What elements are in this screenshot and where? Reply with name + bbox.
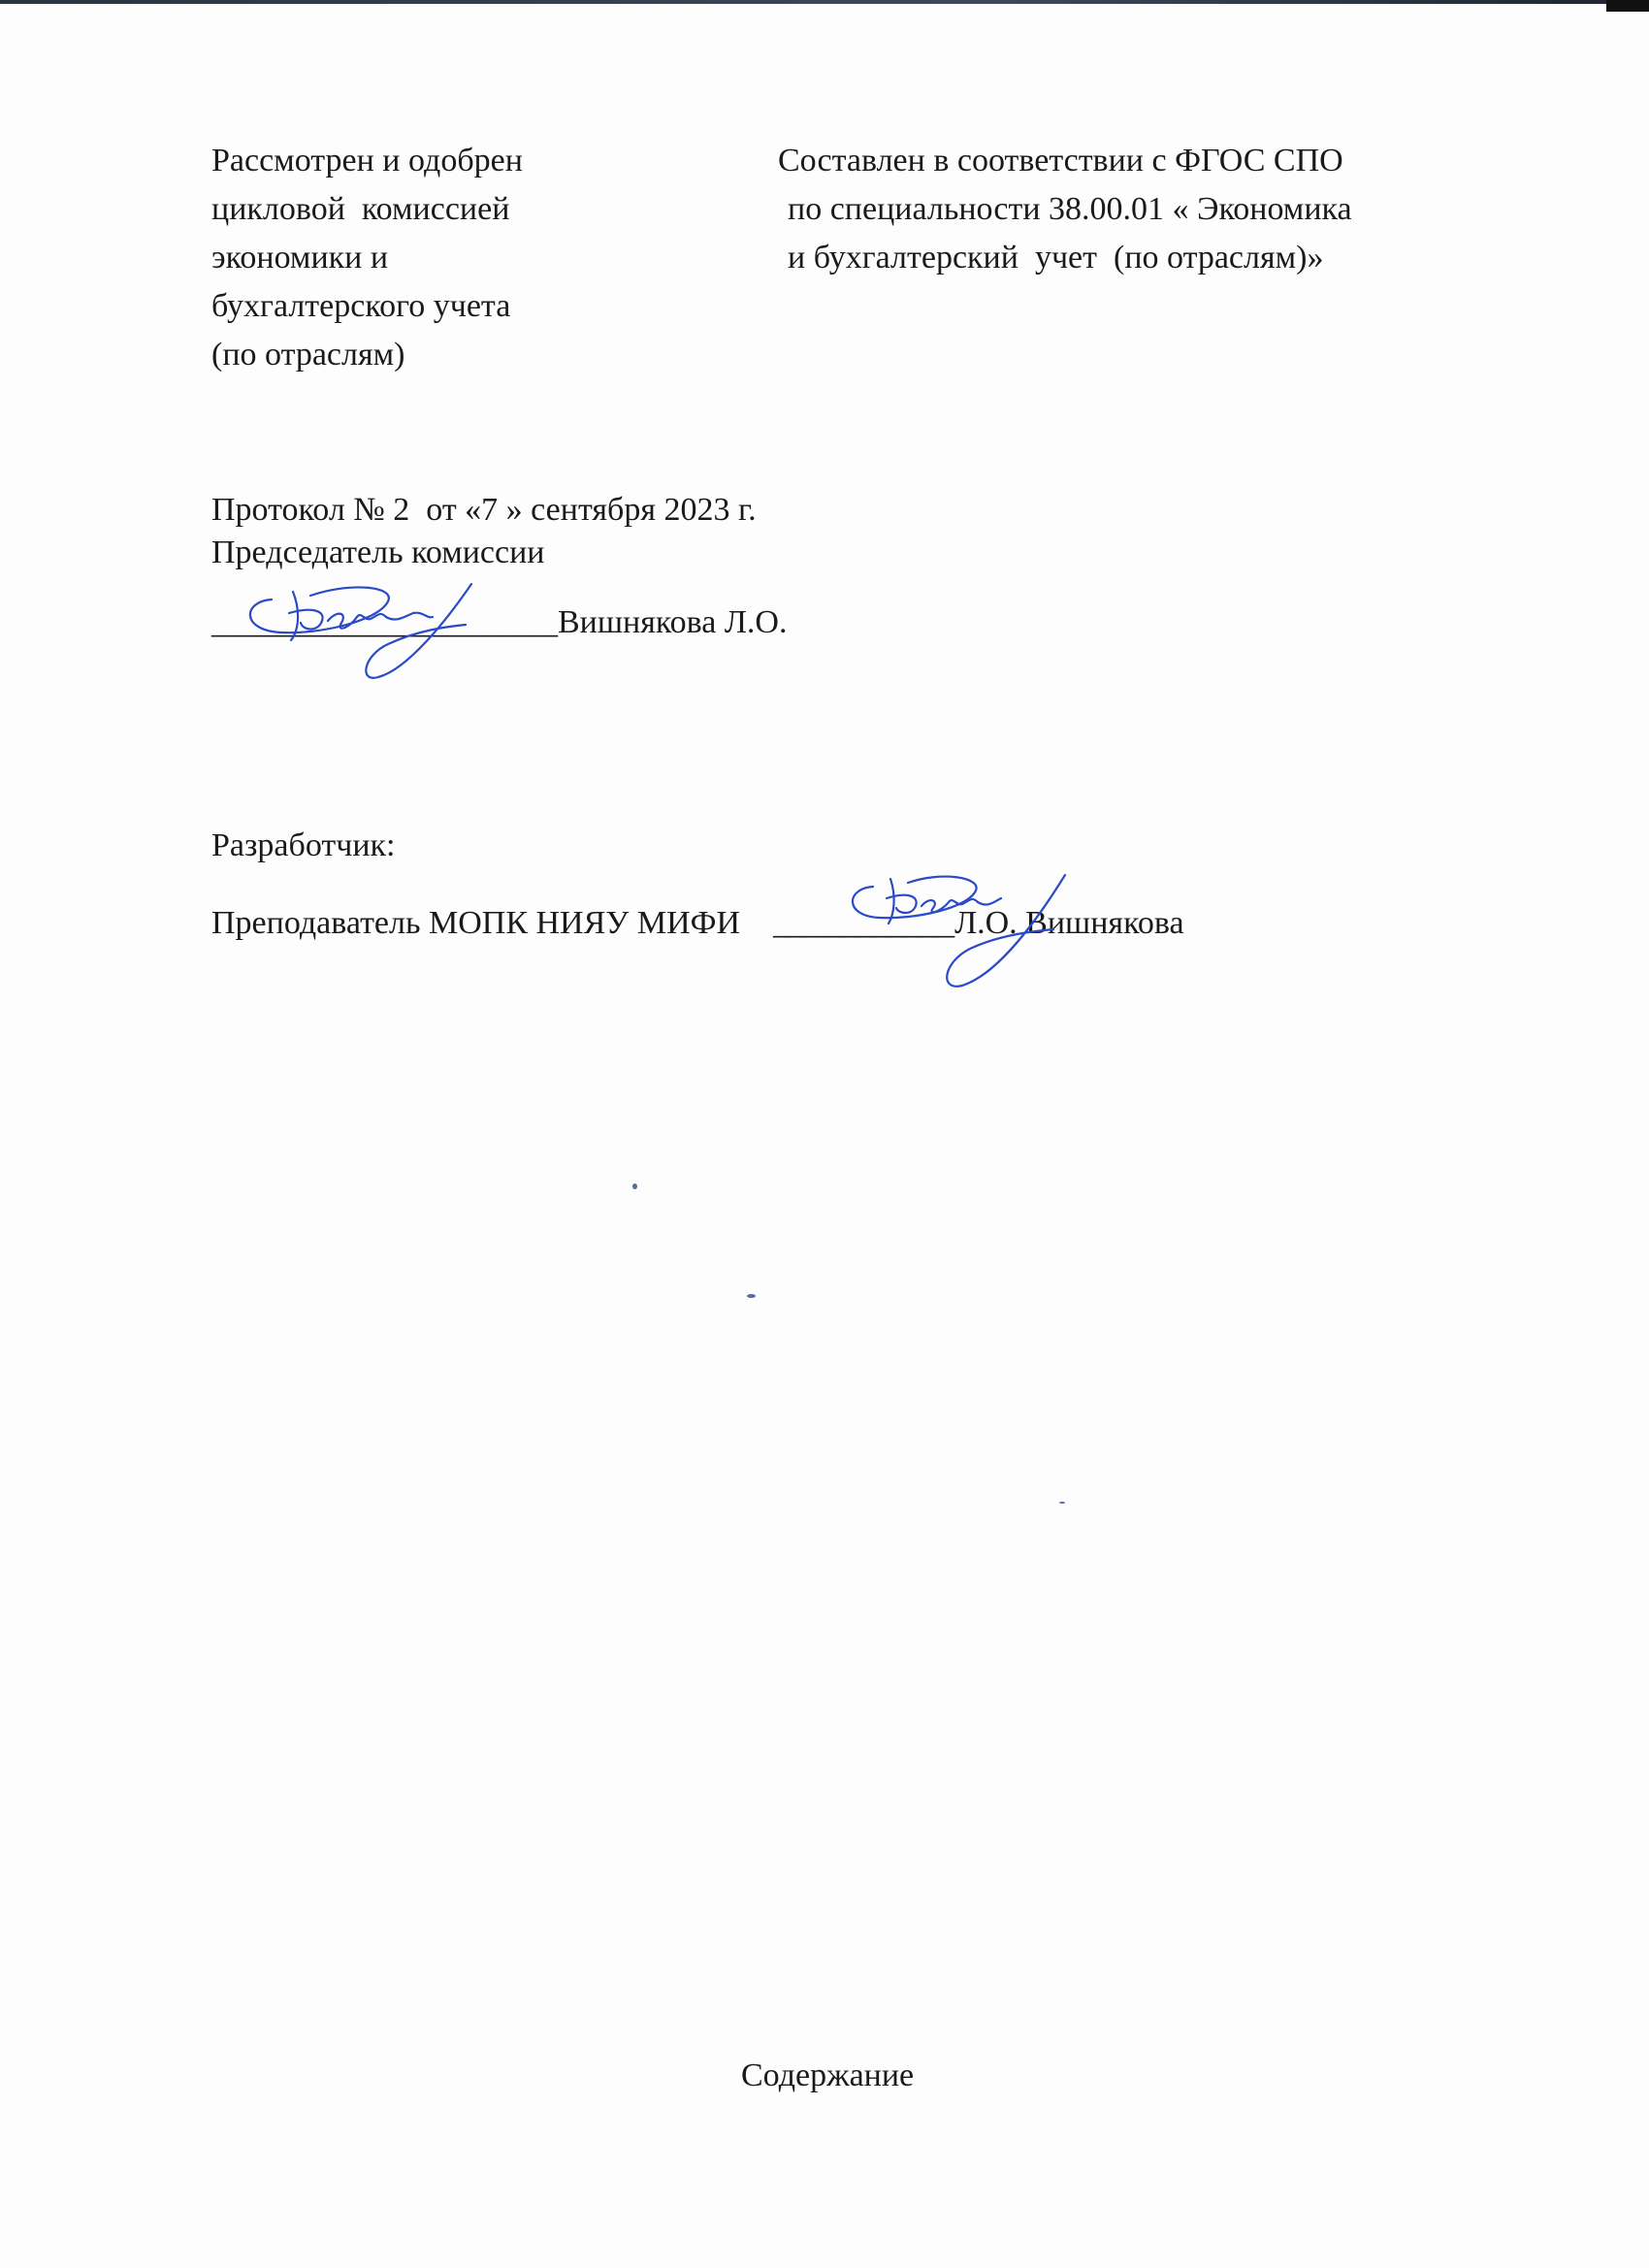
scan-corner-mark [1606, 0, 1649, 12]
compliance-line-2: по специальности 38.00.01 « Экономика [788, 191, 1352, 227]
protocol-line: Протокол № 2 от «7 » сентября 2023 г. [211, 492, 757, 528]
approval-line-2: цикловой комиссией [211, 191, 510, 227]
approval-line-3: экономики и [211, 240, 389, 275]
scan-speck [1059, 1502, 1065, 1504]
scan-speck [747, 1294, 756, 1298]
chairman-label: Председатель комиссии [211, 535, 545, 570]
scan-top-edge [0, 0, 1649, 4]
approval-line-1: Рассмотрен и одобрен [211, 143, 523, 178]
contents-heading: Содержание [741, 2057, 915, 2093]
chairman-signature-line: _____________________Вишнякова Л.О. [211, 604, 788, 640]
compliance-line-1: Составлен в соответствии с ФГОС СПО [778, 143, 1343, 178]
compliance-line-3: и бухгалтерский учет (по отраслям)» [788, 240, 1324, 275]
approval-line-4: бухгалтерского учета [211, 288, 511, 324]
approval-line-5: (по отраслям) [211, 337, 405, 373]
developer-line: Преподаватель МОПК НИЯУ МИФИ ___________Л.О. Вишнякова [211, 905, 1184, 941]
scan-speck [632, 1183, 637, 1189]
developer-label: Разработчик: [211, 827, 396, 863]
